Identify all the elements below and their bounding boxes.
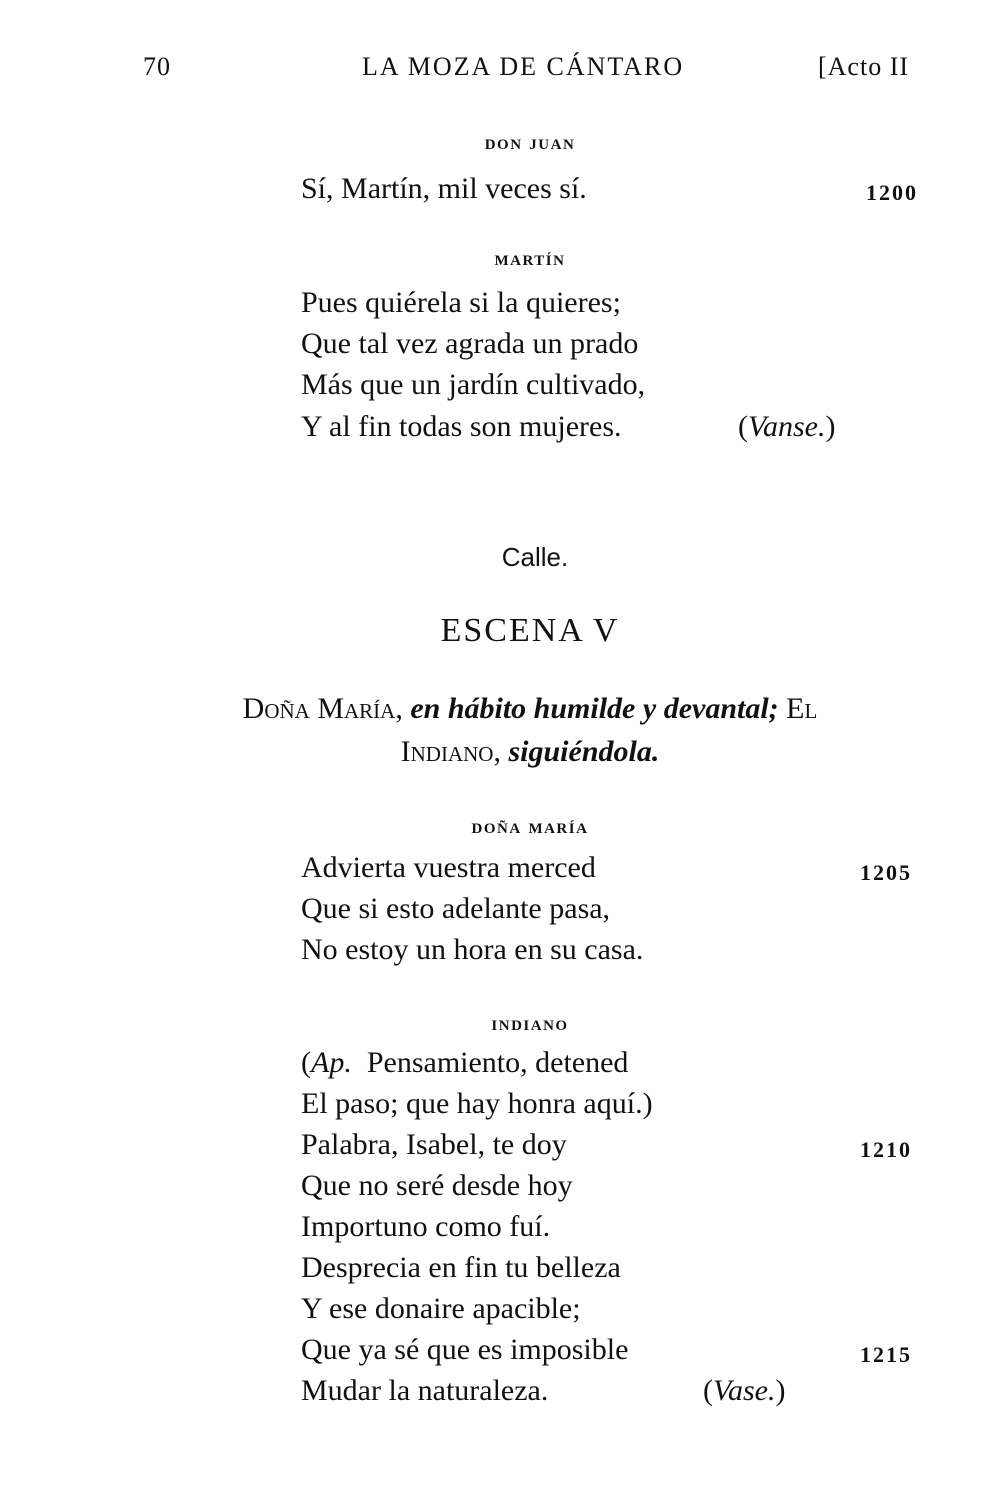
aside-label: Ap.	[311, 1046, 352, 1079]
page-number: 70	[143, 52, 171, 81]
cast-description: en hábito humilde y devantal;	[410, 692, 779, 725]
verse-line: Sí, Martín, mil veces sí.	[301, 172, 587, 205]
line-number: 1200	[866, 180, 918, 205]
cast-list-line-2	[0, 735, 1000, 769]
verse-line: Que si esto adelante pasa,	[301, 892, 611, 925]
location-label: Calle.	[501, 542, 569, 572]
scene-title: ESCENA V	[440, 612, 620, 649]
verse-line: Más que un jardín cultivado,	[301, 368, 646, 401]
verse-line: Pensamiento, detened	[366, 1046, 629, 1079]
verse-line: No estoy un hora en su casa.	[301, 933, 644, 966]
verse-line: Advierta vuestra merced	[301, 851, 596, 884]
cast-description: siguiéndola.	[508, 735, 660, 768]
verse-line: Palabra, Isabel, te doy	[301, 1128, 567, 1161]
verse-line: Y ese donaire apacible;	[301, 1292, 581, 1325]
speaker-martin: martín	[494, 246, 566, 270]
verse-line: Que no seré desde hoy	[301, 1169, 573, 1202]
speaker-dona-maria: doña maría	[471, 814, 589, 838]
stage-direction: (Vase.)	[703, 1374, 786, 1407]
verse-line: Y al fin todas son mujeres.	[301, 410, 622, 443]
line-number: 1210	[860, 1137, 912, 1162]
line-number: 1205	[860, 860, 912, 885]
running-header	[0, 52, 1000, 92]
cast-article: El	[786, 692, 818, 725]
verse-line: Importuno como fuí.	[301, 1210, 551, 1243]
cast-list-line-1	[0, 692, 1000, 726]
verse-line: Desprecia en fin tu belleza	[301, 1251, 621, 1284]
act-label: [Acto II	[818, 52, 910, 81]
speaker-indiano: indiano	[491, 1011, 569, 1035]
verse-line: Que ya sé que es imposible	[301, 1333, 629, 1366]
verse-line: Que tal vez agrada un prado	[301, 327, 639, 360]
verse-line-aside: (Ap. Pensamiento, detened	[301, 1046, 629, 1079]
cast-name: Doña María,	[242, 692, 403, 725]
cast-name: Indiano,	[400, 735, 501, 768]
verse-line: Mudar la naturaleza.	[301, 1374, 549, 1407]
verse-line: El paso; que hay honra aquí.)	[301, 1087, 653, 1120]
verse-line: Pues quiérela si la quieres;	[301, 286, 621, 319]
stage-direction-text: Vanse.	[748, 410, 826, 443]
stage-direction-text: Vase.	[713, 1374, 776, 1407]
running-title: LA MOZA DE CÁNTARO	[362, 52, 685, 81]
stage-direction: (Vanse.)	[738, 410, 836, 443]
line-number: 1215	[860, 1342, 912, 1367]
speaker-don-juan: don juan	[484, 130, 576, 154]
